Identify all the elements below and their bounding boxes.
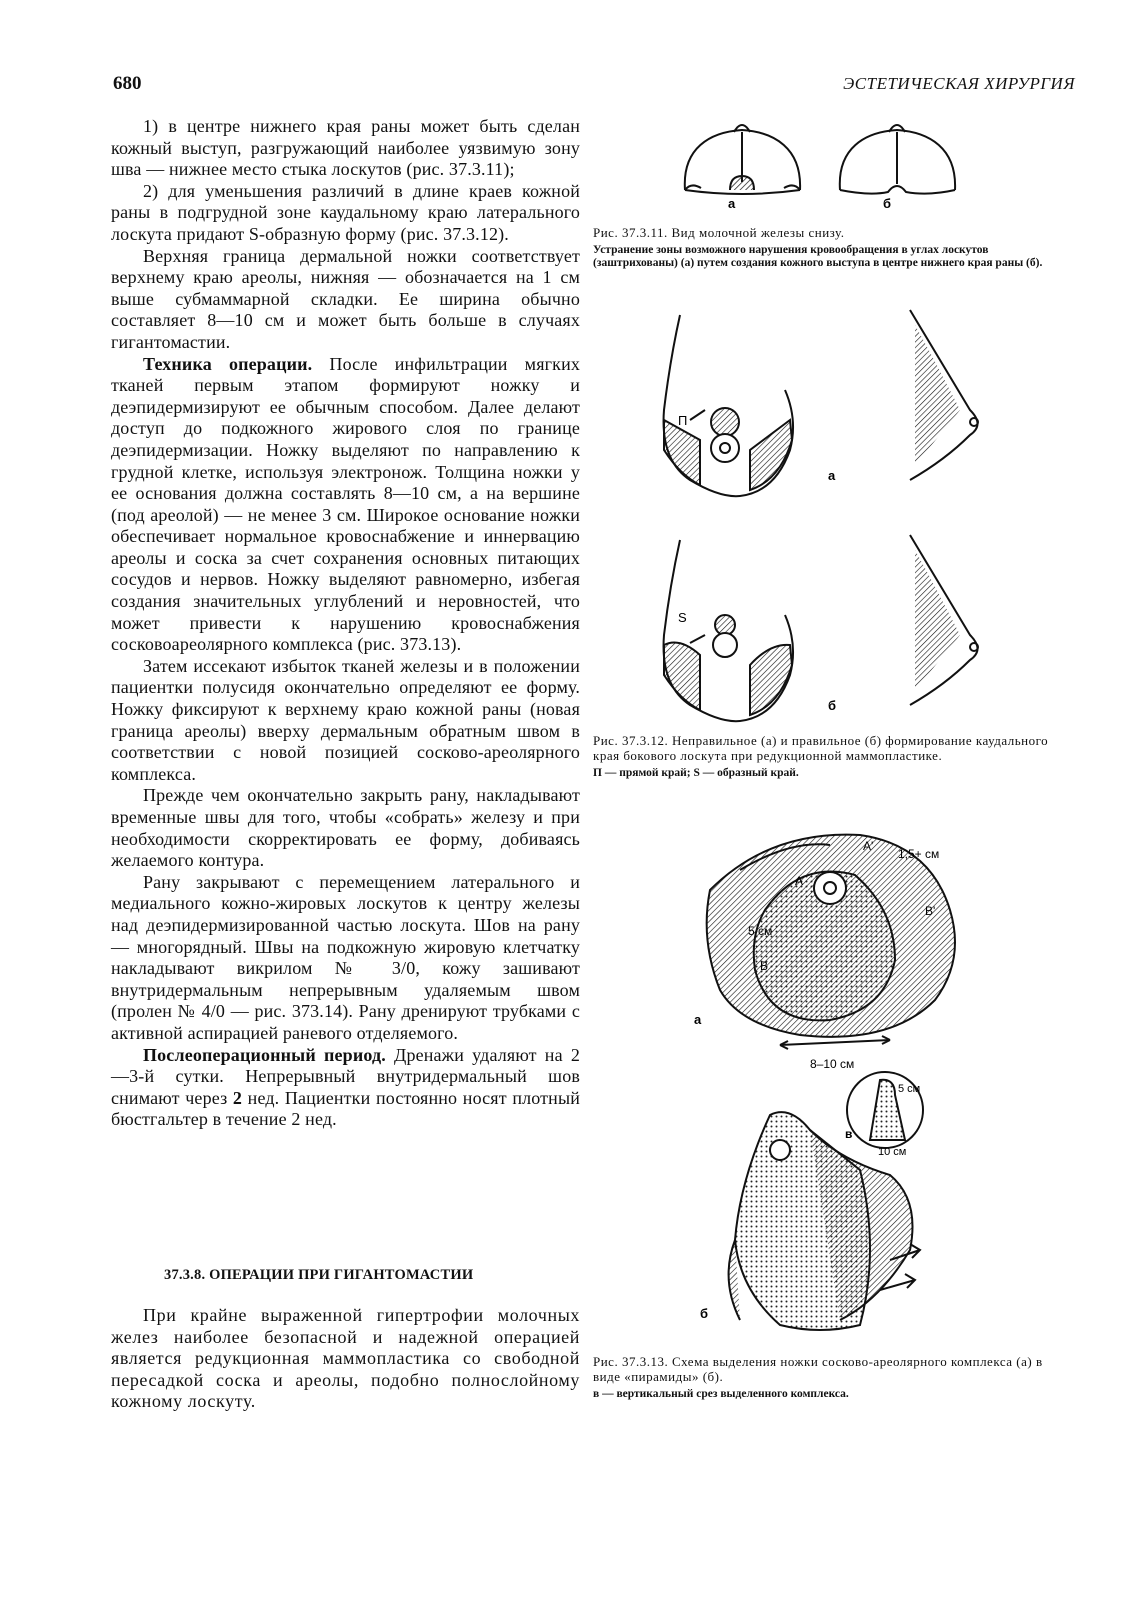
section-heading: 37.3.8. ОПЕРАЦИИ ПРИ ГИГАНТОМАСТИИ (164, 1267, 474, 1283)
postop-heading: Послеоперационный период. (143, 1044, 386, 1065)
fig12-label-a: а (828, 468, 836, 483)
dim-top: 1,5+ см (898, 847, 940, 861)
inset-dim-10: 10 см (878, 1146, 907, 1158)
paragraph-postop (111, 1045, 580, 1131)
breast-front-view-incorrect (664, 315, 794, 496)
technique-heading: Техника операции. (143, 353, 313, 374)
point-a-prime: А' (863, 839, 874, 853)
fig12-label-b: б (828, 698, 837, 713)
figure-37-3-12 (640, 300, 1040, 725)
fig13-label-a: а (694, 1012, 702, 1027)
point-b-prime: В' (925, 904, 936, 918)
technique-text: После инфильтрации мягких тканей первым этапом формируют ножку и деэпидермизируют ее обычным способом. Далее делают доступ до подкожного жирового слоя по границе деэпидермизации. Ножку выделяют по направлению к грудной клетке, используя электронож. Толщина ножки у ее основания должна составлять 8—10 см, а на вершине (под ареолой) — не менее 3 см. Широкое основание ножки обеспечивает нормальное кровоснабжение и иннервацию ареолы и соска за счет сохранения основных питающих сосудов и нервов. Ножку выделяют равномерно, избегая создания значительных углублений и неровностей, что может привести к нарушению кровоснабжения сосковоареолярного комплекса (рис. 373.13). (111, 353, 581, 655)
postop-text-b: нед. Пациентки постоянно носят плотный бюстгальтер в течение 2 нед. (111, 1087, 580, 1130)
paragraph-7: Рану закрывают с перемещением латерального и медиального кожно-жировых лоскутов к центру железы над деэпидермизированной частью лоскута. Шов на рану — многорядный. Швы на подкожную жировую клетчатку накладывают викрилом № 3/0, кожу зашивают внутридермальным непрерывным удаляемым швом (пролен № 4/0 — рис. 373.14). Рану дренируют трубками с активной аспирацией раневого отделяемого. (111, 871, 580, 1043)
figure-37-3-11-caption (593, 225, 1053, 269)
breast-front-view-correct (664, 540, 794, 721)
paragraph-5: Затем иссекают избыток тканей железы и в положении пациентки полусидя окончательно определяют ее форму. Ножку фиксируют к верхнему краю кожной раны (новая граница ареолы) вверху дермальным обратным швом в соответствии с новой позицией сосково-ареолярного комплекса. (111, 655, 580, 784)
fig12-label-s: S (678, 610, 687, 625)
paragraph-6: Прежде чем окончательно закрыть рану, накладывают временные швы для того, чтобы «собрать» железу и при необходимости скорректировать ее форму, добиваясь желаемого контура. (111, 785, 580, 871)
fig12-label-p: П (678, 413, 688, 428)
breast-bottom-view-b (840, 125, 955, 194)
paragraph-1: 1) в центре нижнего края раны может быть сделан кожный выступ, разгружающий наиболее уязвимую зону шва — нижнее место стыка лоскутов (рис. 37.3.11); (111, 116, 580, 180)
fig13-caption-note: в — вертикальный срез выделенного комплекса. (593, 1388, 849, 1400)
page-number: 680 (113, 73, 142, 94)
fig11-caption-title: Рис. 37.3.11. Вид молочной железы снизу. (593, 225, 845, 240)
running-head: ЭСТЕТИЧЕСКАЯ ХИРУРГИЯ (843, 74, 1075, 93)
pedicle-pyramid-b (729, 1112, 920, 1330)
fig13-label-v: в (845, 1127, 853, 1141)
breast-profile-correct (910, 535, 978, 705)
fig11-label-a: а (728, 196, 736, 211)
dim-side: 5 см (748, 924, 773, 938)
fig13-caption-title: Рис. 37.3.13. Схема выделения ножки сосково-ареолярного комплекса (а) в виде «пирамиды» (б). (593, 1354, 1043, 1384)
paragraph-3: Верхняя граница дермальной ножки соответствует верхнему краю ареолы, нижняя — обозначается на 1 см выше субмаммарной складки. Ее ширина обычно составляет 8—10 см и может быть больше в случаях гигантомастии. (111, 245, 580, 352)
figure-37-3-11 (670, 118, 1030, 213)
breast-profile-incorrect (910, 310, 978, 480)
point-b: В (760, 959, 769, 973)
figure-37-3-13-caption (593, 1354, 1053, 1401)
left-column-text (111, 116, 580, 1131)
fig12-caption-note: П — прямой край; S — образный край. (593, 767, 799, 779)
fig13-label-b: б (700, 1306, 709, 1321)
section-text (111, 1305, 580, 1413)
figure-37-3-12-caption (593, 733, 1053, 780)
pedicle-diagram-a (707, 835, 955, 1049)
fig11-caption-note: Устранение зоны возможного нарушения кровообращения в углах лоскутов (заштрихованы) (а) путем создания кожного выступа в центре нижнего края раны (б). (593, 244, 1043, 269)
section-paragraph-1: При крайне выраженной гипертрофии молочных желез наиболее безопасной и надежной операцией является редукционная маммопластика со свободной пересадкой соска и ареолы, подобно полнослойному кожному лоскуту. (111, 1305, 580, 1412)
dim-base: 8–10 см (810, 1057, 855, 1071)
paragraph-2: 2) для уменьшения различий в длине краев кожной раны в подгрудной зоне каудальному краю латерального лоскута придают S-образную форму (рис. 37.3.12). (111, 180, 580, 244)
postop-text-a: Дренажи удаляют на 2—3-й сутки. Непрерывный внутридермальный шов снимают через (111, 1044, 580, 1108)
point-a: А (795, 874, 804, 888)
postop-weeks: 2 (232, 1087, 243, 1108)
fig11-label-b: б (883, 196, 892, 211)
figure-37-3-13 (680, 820, 1000, 1345)
breast-bottom-view-a (685, 125, 800, 194)
fig12-caption-title: Рис. 37.3.12. Неправильное (а) и правильное (б) формирование каудального края бокового лоскута при редукционной маммопластике. (593, 733, 1049, 763)
paragraph-technique (111, 354, 580, 656)
inset-dim-5: 5 см (898, 1083, 921, 1095)
